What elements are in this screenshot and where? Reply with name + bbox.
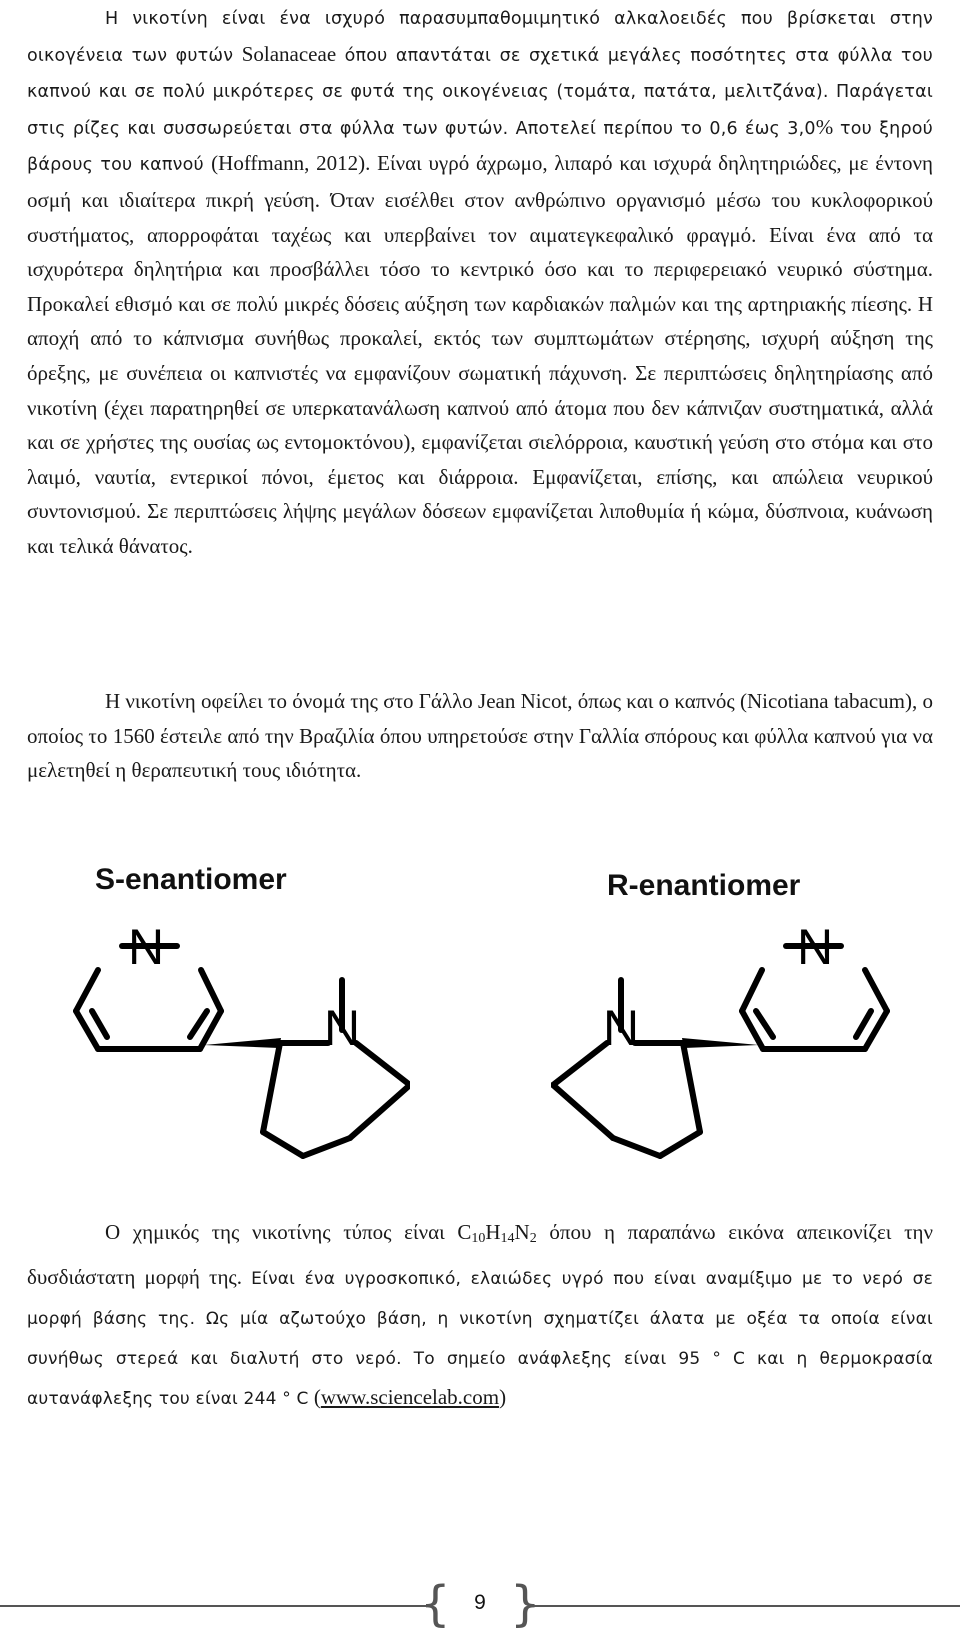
pyrrolidine-n-atom: N [602,1000,640,1056]
r-enantiomer-title: R-enantiomer [607,869,801,902]
subscript: 2 [529,1231,537,1246]
text-run: Η νικοτίνη είναι ένα ισχυρό παρασυμπαθομιμητικό αλκαλοειδές που βρίσκεται στην οικογένεια των φυτών [27,9,933,66]
name-origin-paragraph: Η νικοτίνη οφείλει το όνομά της στο Γάλλο Jean Nicot, όπως και ο καπνός (Nicotiana tabacum), ο οποίος το 1560 έστειλε από την Βραζιλία όπου υπηρετούσε στην Γαλλία σπόρους και φύλλα καπνού για να μελετηθεί η θεραπευτική τους ιδιότητα. [27,689,933,783]
s-enantiomer-title: S-enantiomer [95,863,287,896]
s-enantiomer-structure [50,880,410,1170]
subscript: 14 [500,1231,515,1246]
text-run: (Hoffmann, 2012). Είναι υγρό άχρωμο, λιπαρό και ισχυρά δηλητηριώδες, με έντονη οσμή και ιδιαίτερα πικρή γεύση. Όταν εισέλθει στον ανθρώπινο οργανισμό μέσω του κυκλοφορικού συστήματος, απορροφάται ταχέως και υπερβαίνει τον αιματεγκεφαλικό φραγμό. Είναι ένα από τα ισχυρότερα δηλητήρια και προσβάλλει τόσο το κεντρικό όσο και το περιφερειακό νευρικό σύστημα. Προκαλεί εθισμό και σε πολύ μικρές δόσεις αύξηση των καρδιακών παλμών και της αρτηριακής πίεσης. Η αποχή από το κάπνισμα συνήθως προκαλεί, εκτός των συμπτωμάτων στέρησης, ισχυρή αύξηση της όρεξης, με συνέπεια οι καπνιστές να εμφανίζουν σωματική πάχυνση. Σε περιπτώσεις δηλητηρίασης από νικοτίνη (έχει παρατηρηθεί σε υπερκατανάλωση καπνού από άτομα που δεν κάπνιζαν συστηματικά, αλλά και σε χρήστες της ουσίας ως εντομοκτόνου), εμφανίζεται σιελόρροια, καυστική γεύση στο στόμα και στο λαιμό, ναυτία, εντερικοί πόνοι, έμετος και διάρροια. Εμφανίζεται, επίσης, και απώλεια νευρικού συντονισμού. Σε περιπτώσεις λήψης μεγάλων δόσεων εμφανίζεται λιποθυμία ή κώμα, δύσπνοια, κυάνωση και τελικά θάνατος. [27,151,933,558]
pyridine-n-atom: N [127,919,165,975]
text-run: H [485,1220,501,1244]
text-run: ) [499,1385,507,1409]
subscript: 10 [471,1231,486,1246]
pyridine-n-atom: N [796,919,834,975]
text-run: Είναι ένα υγροσκοπικό, ελαιώδες υγρό που είναι αναμίξιμο με το νερό σε μορφή βάσης της. Ως μία αζωτούχο βάση, η νικοτίνη σχηματίζει άλατα με οξέα τα οποία είναι συνήθως στερεά και διαλυτή στο νερό. Το σημείο ανάφλεξης είναι 95 ° C και η θερμοκρασία αυτανάφλεξης του είναι 244 ° C [27,1269,934,1409]
text-run: όπου απαντάται σε σχετικά μεγάλες ποσότητες στα φύλλα του καπνού και σε πολύ μικρότερες σε φυτά της οικογένειας (τομάτα, πατάτα, μελιτζάνα). [27,45,933,103]
formula-paragraph [27,1213,933,1418]
pyrrolidine-n-atom: N [323,1000,361,1056]
text-run: ( [313,1385,321,1409]
text-run: του ξηρού βάρους του καπνού [27,118,934,176]
text-run: όπου η παραπάνω εικόνα απεικονίζει την δυσδιάστατη μορφή της. [27,1220,934,1289]
footer-right-brace: } [510,1576,541,1632]
intro-paragraph [27,0,933,564]
text-run: Solanaceae [241,41,337,66]
sciencelab-link[interactable]: www.sciencelab.com [320,1385,500,1409]
footer-rule-left [0,1605,430,1607]
footer-rule-right [530,1605,960,1607]
text-run: Παράγεται στις ρίζες και συσσωρεύεται στα φύλλα των φυτών. Αποτελεί περίπου το 0,6 έως 3,0 [27,82,933,139]
text-run: % [815,114,840,139]
footer-left-brace: { [420,1576,451,1632]
r-enantiomer-structure [551,880,911,1170]
page-number: 9 [474,1591,486,1614]
text-run: N [514,1220,530,1244]
text-run: Ο χημικός της νικοτίνης τύπος είναι C [105,1220,472,1244]
